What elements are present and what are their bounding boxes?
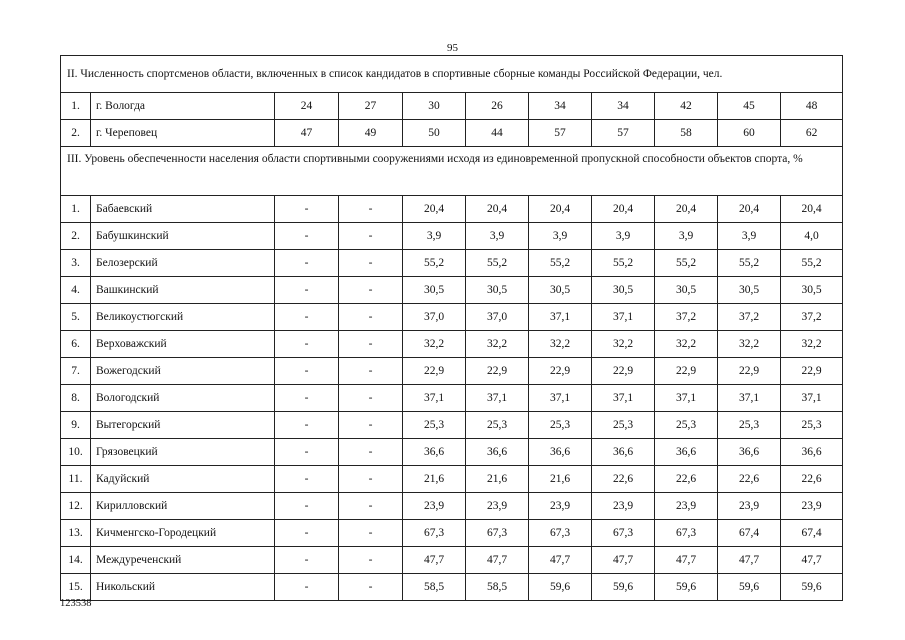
indicators-table [60,55,843,601]
value-cell: - [275,223,339,250]
value-cell: 32,2 [655,331,718,358]
value-cell: - [339,277,403,304]
value-cell: 21,6 [466,466,529,493]
value-cell: 32,2 [718,331,781,358]
value-cell: 60 [718,120,781,147]
row-number: 9. [61,412,91,439]
value-cell: 67,3 [655,520,718,547]
value-cell: 59,6 [529,574,592,601]
value-cell: 47,7 [529,547,592,574]
value-cell: 30 [403,93,466,120]
row-number: 1. [61,93,91,120]
section-2-header [61,56,843,93]
value-cell: 37,1 [718,385,781,412]
value-cell: 55,2 [718,250,781,277]
value-cell: 59,6 [592,574,655,601]
row-name: г. Вологда [91,93,275,120]
value-cell: 32,2 [403,331,466,358]
value-cell: 62 [781,120,843,147]
value-cell: - [275,547,339,574]
row-name: Вашкинский [91,277,275,304]
value-cell: 59,6 [655,574,718,601]
value-cell: 20,4 [718,196,781,223]
value-cell: 37,1 [592,385,655,412]
row-name: Вожегодский [91,358,275,385]
value-cell: 55,2 [403,250,466,277]
value-cell: 37,2 [781,304,843,331]
value-cell: 50 [403,120,466,147]
value-cell: 22,9 [655,358,718,385]
section-2-title: II. Численность спортсменов области, включенных в список кандидатов в спортивные сборные команды Российской Федерации, чел. [61,56,843,93]
value-cell: 32,2 [529,331,592,358]
row-name: Белозерский [91,250,275,277]
value-cell: 22,9 [466,358,529,385]
value-cell: 3,9 [403,223,466,250]
row-name: Кирилловский [91,493,275,520]
value-cell: 67,3 [529,520,592,547]
value-cell: - [275,439,339,466]
value-cell: - [339,223,403,250]
row-number: 2. [61,120,91,147]
value-cell: 55,2 [529,250,592,277]
section-3-row [61,574,843,601]
value-cell: - [339,493,403,520]
row-name: г. Череповец [91,120,275,147]
value-cell: - [339,439,403,466]
value-cell: 55,2 [655,250,718,277]
value-cell: 37,1 [403,385,466,412]
section-3-row [61,412,843,439]
value-cell: 37,1 [655,385,718,412]
value-cell: 20,4 [529,196,592,223]
value-cell: 36,6 [529,439,592,466]
value-cell: 22,6 [718,466,781,493]
section-2-row [61,120,843,147]
value-cell: - [339,466,403,493]
value-cell: 32,2 [781,331,843,358]
row-number: 4. [61,277,91,304]
value-cell: 67,3 [403,520,466,547]
value-cell: - [339,250,403,277]
value-cell: 22,6 [781,466,843,493]
value-cell: 34 [592,93,655,120]
value-cell: 22,9 [781,358,843,385]
value-cell: 36,6 [781,439,843,466]
value-cell: 22,6 [655,466,718,493]
value-cell: 23,9 [718,493,781,520]
value-cell: - [339,385,403,412]
row-name: Кичменгско-Городецкий [91,520,275,547]
page-number: 95 [447,42,458,54]
value-cell: 36,6 [592,439,655,466]
value-cell: 30,5 [718,277,781,304]
value-cell: 26 [466,93,529,120]
value-cell: 34 [529,93,592,120]
value-cell: 45 [718,93,781,120]
value-cell: 36,6 [655,439,718,466]
value-cell: - [275,493,339,520]
value-cell: 59,6 [781,574,843,601]
value-cell: 30,5 [466,277,529,304]
section-3-title: III. Уровень обеспеченности населения области спортивными сооружениями исходя из единовременной пропускной способности объектов спорта, % [61,147,843,196]
section-3-row [61,385,843,412]
row-number: 7. [61,358,91,385]
value-cell: 22,9 [529,358,592,385]
value-cell: 47,7 [655,547,718,574]
value-cell: 47,7 [718,547,781,574]
value-cell: - [275,574,339,601]
value-cell: 37,0 [466,304,529,331]
value-cell: 25,3 [466,412,529,439]
value-cell: - [339,358,403,385]
row-number: 6. [61,331,91,358]
value-cell: 67,3 [592,520,655,547]
section-3-row [61,493,843,520]
value-cell: - [339,304,403,331]
value-cell: - [275,520,339,547]
value-cell: 24 [275,93,339,120]
section-3-header [61,147,843,196]
value-cell: 25,3 [529,412,592,439]
section-3-row [61,547,843,574]
row-number: 15. [61,574,91,601]
row-name: Великоустюгский [91,304,275,331]
value-cell: 25,3 [655,412,718,439]
value-cell: 36,6 [403,439,466,466]
value-cell: 23,9 [403,493,466,520]
value-cell: 3,9 [718,223,781,250]
value-cell: 37,1 [529,385,592,412]
row-number: 8. [61,385,91,412]
value-cell: 3,9 [655,223,718,250]
value-cell: 55,2 [466,250,529,277]
value-cell: 20,4 [403,196,466,223]
section-3-row [61,223,843,250]
value-cell: 47,7 [592,547,655,574]
value-cell: 30,5 [529,277,592,304]
value-cell: - [339,331,403,358]
value-cell: 55,2 [592,250,655,277]
value-cell: - [275,331,339,358]
value-cell: 37,2 [718,304,781,331]
value-cell: - [275,358,339,385]
value-cell: 67,4 [781,520,843,547]
row-number: 3. [61,250,91,277]
section-3-row [61,439,843,466]
value-cell: 37,2 [655,304,718,331]
row-number: 13. [61,520,91,547]
row-name: Бабаевский [91,196,275,223]
value-cell: 3,9 [529,223,592,250]
value-cell: - [339,574,403,601]
value-cell: 23,9 [781,493,843,520]
row-name: Верховажский [91,331,275,358]
value-cell: 22,9 [592,358,655,385]
section-3-row [61,304,843,331]
value-cell: 58,5 [403,574,466,601]
value-cell: - [275,196,339,223]
value-cell: 58 [655,120,718,147]
value-cell: 48 [781,93,843,120]
row-number: 12. [61,493,91,520]
table-body [61,56,843,601]
value-cell: 37,1 [529,304,592,331]
row-number: 5. [61,304,91,331]
row-number: 14. [61,547,91,574]
section-3-row [61,358,843,385]
value-cell: - [275,304,339,331]
value-cell: 27 [339,93,403,120]
row-name: Кадуйский [91,466,275,493]
value-cell: - [339,196,403,223]
value-cell: 32,2 [592,331,655,358]
value-cell: 57 [529,120,592,147]
row-number: 10. [61,439,91,466]
value-cell: 36,6 [466,439,529,466]
value-cell: - [275,385,339,412]
value-cell: 47,7 [403,547,466,574]
value-cell: 25,3 [403,412,466,439]
value-cell: 23,9 [655,493,718,520]
value-cell: - [275,277,339,304]
value-cell: 3,9 [592,223,655,250]
value-cell: 59,6 [718,574,781,601]
value-cell: 23,9 [529,493,592,520]
value-cell: 57 [592,120,655,147]
row-number: 1. [61,196,91,223]
value-cell: - [275,250,339,277]
value-cell: 20,4 [655,196,718,223]
value-cell: 49 [339,120,403,147]
value-cell: - [275,466,339,493]
value-cell: 36,6 [718,439,781,466]
row-name: Грязовецкий [91,439,275,466]
value-cell: 47,7 [466,547,529,574]
section-3-row [61,250,843,277]
value-cell: 44 [466,120,529,147]
value-cell: 25,3 [592,412,655,439]
row-name: Междуреченский [91,547,275,574]
row-number: 11. [61,466,91,493]
row-name: Вытегорский [91,412,275,439]
value-cell: 67,3 [466,520,529,547]
value-cell: 4,0 [781,223,843,250]
value-cell: 58,5 [466,574,529,601]
value-cell: 22,9 [403,358,466,385]
value-cell: 25,3 [781,412,843,439]
value-cell: 20,4 [781,196,843,223]
value-cell: 3,9 [466,223,529,250]
value-cell: 30,5 [781,277,843,304]
value-cell: 22,6 [592,466,655,493]
row-number: 2. [61,223,91,250]
section-2-row [61,93,843,120]
row-name: Никольский [91,574,275,601]
value-cell: 67,4 [718,520,781,547]
row-name: Бабушкинский [91,223,275,250]
value-cell: 25,3 [718,412,781,439]
value-cell: 55,2 [781,250,843,277]
value-cell: 23,9 [592,493,655,520]
value-cell: 23,9 [466,493,529,520]
value-cell: - [275,412,339,439]
value-cell: 30,5 [592,277,655,304]
value-cell: - [339,412,403,439]
section-3-row [61,331,843,358]
section-3-row [61,277,843,304]
value-cell: 37,1 [466,385,529,412]
value-cell: 21,6 [403,466,466,493]
section-3-row [61,196,843,223]
section-3-row [61,520,843,547]
value-cell: 20,4 [592,196,655,223]
value-cell: 20,4 [466,196,529,223]
value-cell: 37,1 [781,385,843,412]
value-cell: 22,9 [718,358,781,385]
section-3-row [61,466,843,493]
value-cell: 47,7 [781,547,843,574]
value-cell: - [339,520,403,547]
value-cell: 37,0 [403,304,466,331]
value-cell: 30,5 [655,277,718,304]
value-cell: 42 [655,93,718,120]
footer-code: 123538 [60,598,92,609]
value-cell: 21,6 [529,466,592,493]
value-cell: 47 [275,120,339,147]
value-cell: - [339,547,403,574]
value-cell: 32,2 [466,331,529,358]
value-cell: 30,5 [403,277,466,304]
row-name: Вологодский [91,385,275,412]
value-cell: 37,1 [592,304,655,331]
